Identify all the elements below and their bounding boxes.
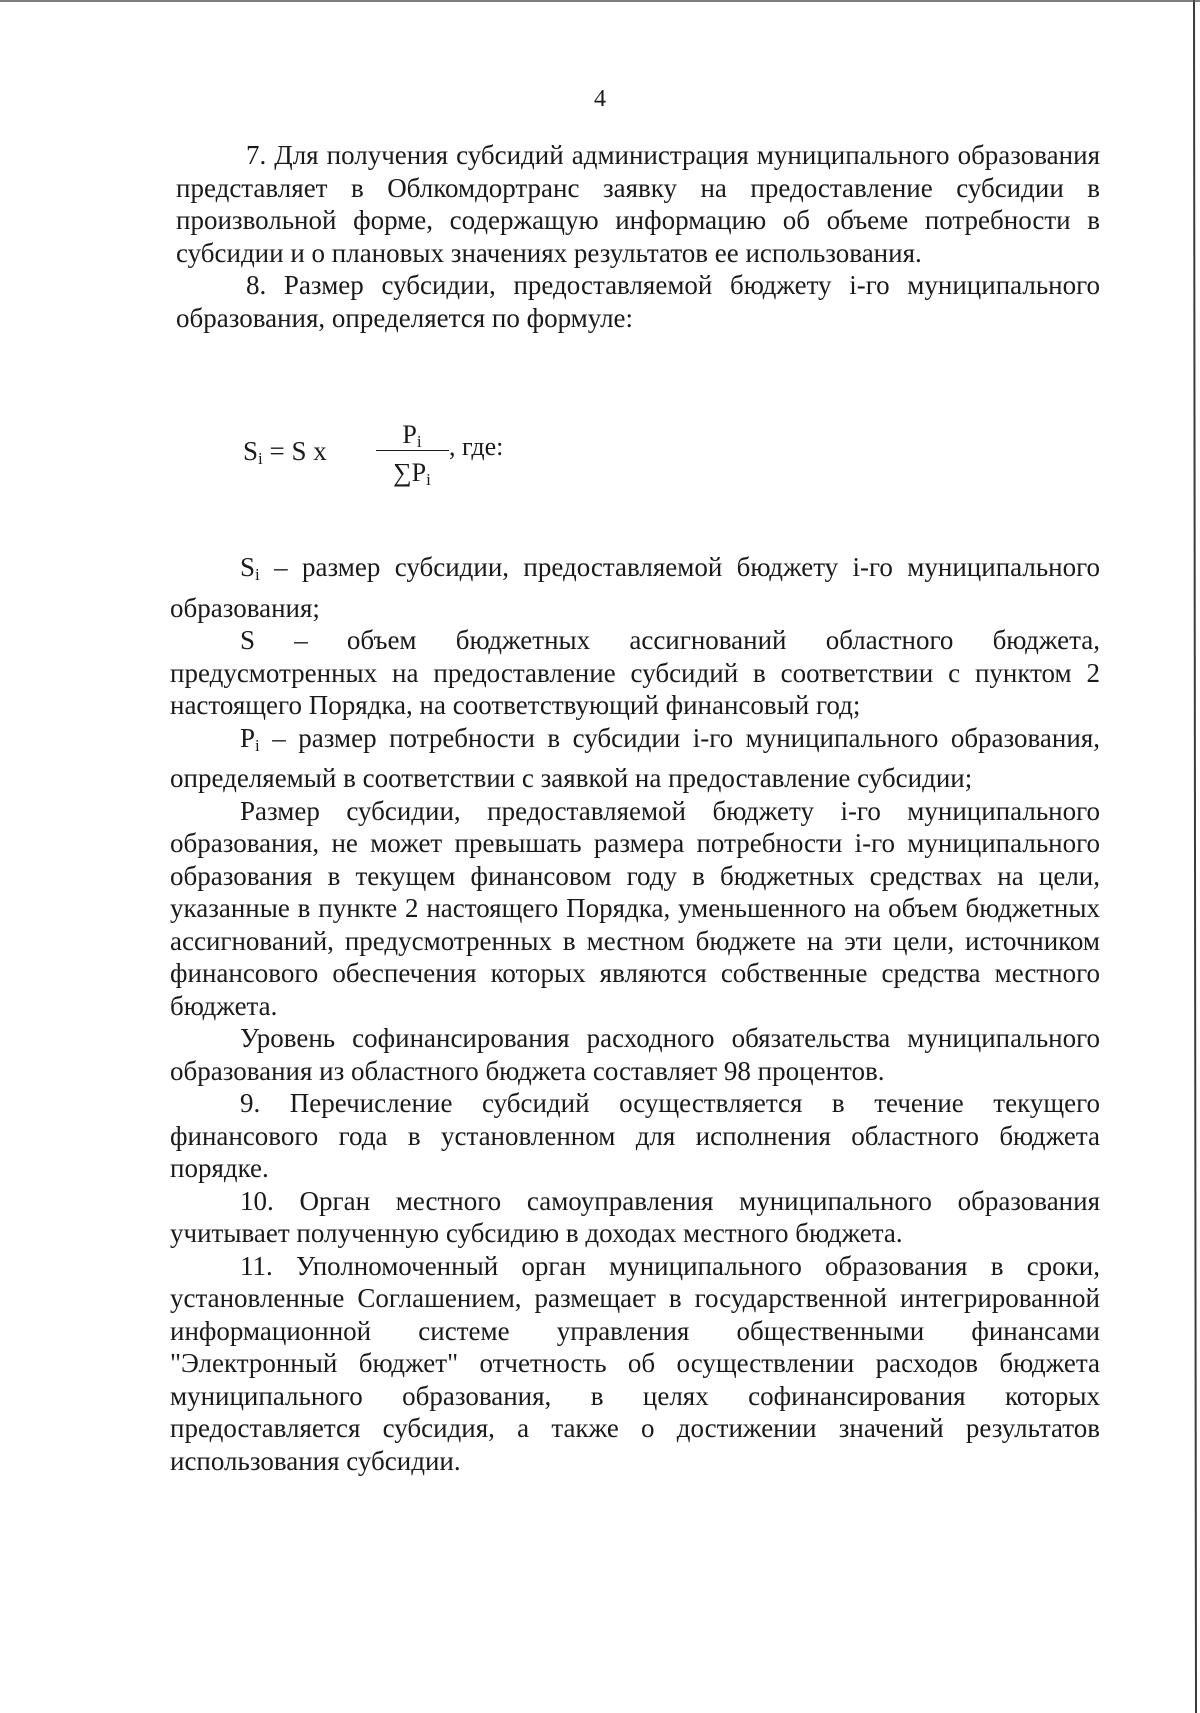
formula-lhs: $S_i = S$ x (243, 436, 327, 468)
fraction-bar (376, 450, 449, 451)
formula-where: , где: (449, 432, 504, 461)
formula (243, 420, 643, 500)
formula-numerator: $P_i$ (402, 420, 422, 451)
paragraph-9: 9. Перечисление субсидий осуществляется в течение текущего финансового года в установленном для исполнения областного бюджета порядке. (170, 1088, 1100, 1183)
paragraph-cofinancing-level: Уровень софинансирования расходного обязательства муниципального образования из областного бюджета составляет 98 процентов. (170, 1023, 1100, 1086)
paragraph-10: 10. Орган местного самоуправления муниципального образования учитывает полученную субсидию в доходах местного бюджета. (170, 1185, 1100, 1248)
paragraph-11: 11. Уполномоченный орган муниципального образования в сроки, установленные Соглашением, размещает в государственной интегрированной информационной системе управления общественными финансами "Электронный бюджет" отчетность об осуществлении расходов бюджета муниципального образования, в целях софинансирования которых предоставляется субсидия, а также о достижении значений результатов использования субсидии. (170, 1250, 1100, 1476)
definition-pi: $P_i$ – размер потребности в субсидии i-го муниципального образования, определяемый в соответствии с заявкой на предоставление субсидии; (170, 722, 1100, 793)
section-7-8 (176, 139, 1100, 334)
definition-s: S – объем бюджетных ассигнований областного бюджета, предусмотренных на предоставление субсидий в соответствии с пунктом 2 настоящего Порядка, на соответствующий финансовый год; (170, 625, 1100, 720)
paragraph-subsidy-size: Размер субсидии, предоставляемой бюджету i-го муниципального образования, не может превышать размера потребности i-го муниципального образования в текущем финансовом году в бюджетных средствах на цели, указанные в пункте 2 настоящего Порядка, уменьшенного на объем бюджетных ассигнований, предусмотренных в местном бюджете на эти цели, источником финансового обеспечения которых являются собственные средства местного бюджета. (170, 795, 1100, 1021)
paragraph-8: 8. Размер субсидии, предоставляемой бюджету i-го муниципального образования, определяется по формуле: (176, 270, 1100, 333)
definitions-and-sections (170, 551, 1100, 1477)
formula-denominator: $\sum P_i$ (393, 458, 431, 489)
definition-si: $S_i$ – размер субсидии, предоставляемой бюджету i-го муниципального образования; (170, 552, 1100, 623)
paragraph-7: 7. Для получения субсидий администрация муниципального образования представляет в Облкомдортранс заявку на предоставление субсидии в произвольной форме, содержащую информацию об объеме потребности в субсидии и о плановых значениях результатов ее использования. (176, 140, 1100, 268)
page-number: 4 (594, 86, 606, 112)
